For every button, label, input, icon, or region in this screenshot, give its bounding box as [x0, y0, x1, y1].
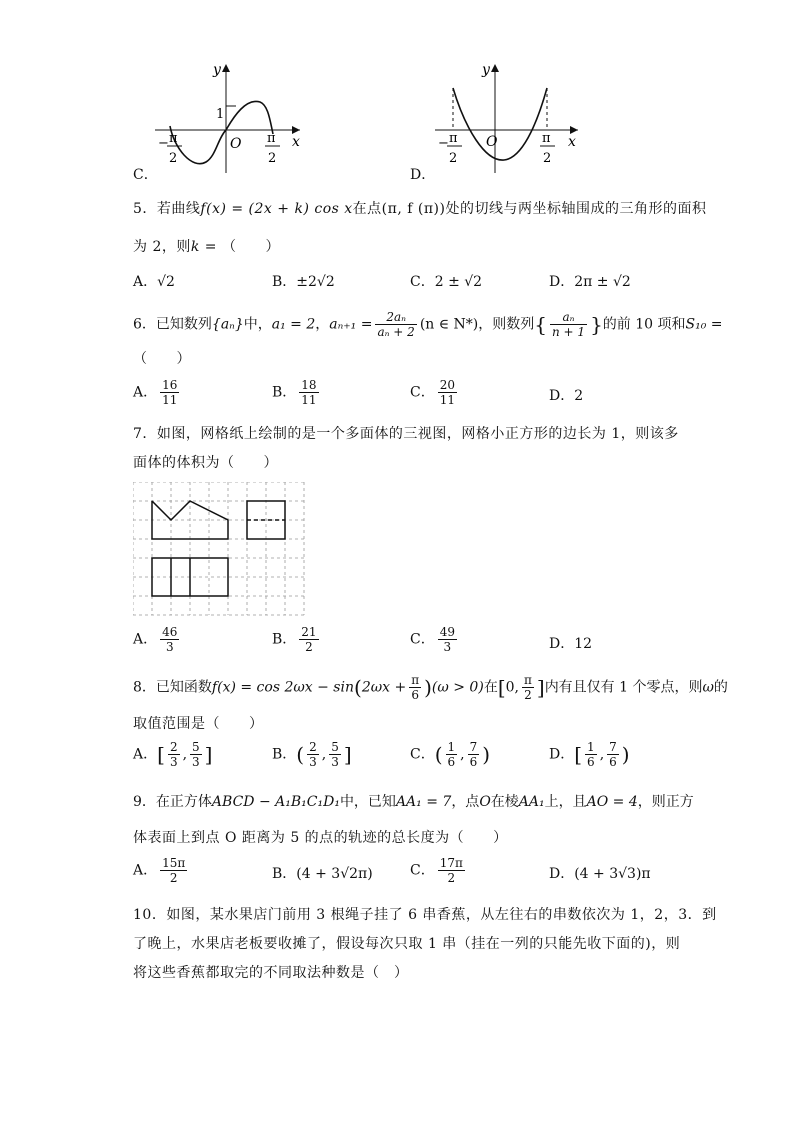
q5-option-c: C．2 ± √2: [410, 274, 483, 290]
three-view-grid: [133, 482, 305, 616]
left-tick-sign: −: [438, 136, 449, 151]
right-tick-den: 2: [268, 151, 277, 166]
q10-line2: 了晚上，水果店老板要收摊了，假设每次只取 1 串（挂在一列的只能先收下面的)，则: [133, 936, 681, 952]
left-tick-den: 2: [449, 151, 458, 166]
left-tick-num: π: [169, 131, 178, 146]
y-axis-label: y: [213, 62, 221, 78]
q6-option-b: B． $\frac{18}{11}$: [272, 378, 317, 407]
q5-option-d: D．2π ± √2: [549, 274, 631, 290]
q9-option-b: B．(4 + 3√2π): [272, 866, 373, 882]
q8-option-d: D．[ $\frac{1}{6}$ , $\frac{7}{6}$ ): [549, 740, 630, 769]
q9-line2: 体表面上到点 O 距离为 5 的点的轨迹的总长度为（ ）: [133, 830, 508, 846]
q7-option-b: B． $\frac{21}{2}$: [272, 625, 317, 654]
q6-line2: （ ）: [133, 351, 191, 367]
q5-line2: 为 2，则k = （ ）: [133, 239, 280, 255]
q8-line1: 8．已知函数f(x) = cos 2ωx − sin(2ωx + $\frac{\pi}{6}$ )(ω > 0)在[0, $\frac{\pi}{2}$ ]内有且仅有 1 个零点，则ω的: [133, 673, 728, 702]
origin-label: O: [486, 134, 498, 150]
right-tick-num: π: [542, 131, 551, 146]
q9-option-a: A． $\frac{15\pi}{2}$: [133, 856, 186, 885]
right-tick-den: 2: [543, 151, 552, 166]
graph-c: [130, 58, 320, 178]
q6-option-c: C． $\frac{20}{11}$: [410, 378, 455, 407]
q6-option-a: A． $\frac{16}{11}$: [133, 378, 178, 407]
left-tick-den: 2: [169, 151, 178, 166]
q9-option-d: D．(4 + 3√3)π: [549, 866, 651, 882]
q7-line2: 面体的体积为（ ）: [133, 455, 278, 471]
left-tick-num: π: [449, 131, 458, 146]
q8-option-a: A．[ $\frac{2}{3}$ , $\frac{5}{3}$ ]: [133, 740, 213, 769]
q7-line1: 7．如图，网格纸上绘制的是一个多面体的三视图，网格小正方形的边长为 1，则该多: [133, 426, 679, 442]
q5-line1: 5．若曲线f(x) = (2x + k) cos x在点(π, f (π))处的切线与两坐标轴围成的三角形的面积: [133, 201, 707, 217]
q6-line1: 6．已知数列{aₙ}中，a₁ = 2，aₙ₊₁ = $\frac{\text{2aₙ}}{\text{aₙ + 2}}$ (n ∈ N*)，则数列{ $\frac{\text{aₙ}}{n + 1}$ }的前 10 项和S₁₀ =: [133, 310, 723, 339]
q7-option-c: C． $\frac{49}{3}$: [410, 625, 455, 654]
q5-option-a: A．√2: [133, 274, 175, 290]
y-axis-label: y: [482, 62, 490, 78]
q8-line2: 取值范围是（ ）: [133, 716, 264, 732]
q9-line1: 9．在正方体ABCD − A₁B₁C₁D₁中，已知AA₁ = 7，点O在棱AA₁上，且AO = 4，则正方: [133, 794, 694, 810]
q8-option-c: C．( $\frac{1}{6}$ , $\frac{7}{6}$ ): [410, 740, 491, 769]
graph-d: [430, 58, 590, 178]
origin-label: O: [230, 136, 242, 152]
option-d-label: D．: [410, 167, 436, 183]
q7-option-a: A． $\frac{46}{3}$: [133, 625, 178, 654]
q5-option-b: B．±2√2: [272, 274, 335, 290]
y-tick-one: 1: [216, 107, 225, 122]
q10-line3: 将这些香蕉都取完的不同取法种数是（ ）: [133, 965, 409, 981]
right-tick-num: π: [267, 131, 276, 146]
x-axis-label: x: [568, 134, 576, 150]
q10-line1: 10．如图，某水果店门前用 3 根绳子挂了 6 串香蕉，从左往右的串数依次为 1，2，3．到: [133, 907, 717, 923]
option-c-label: C．: [133, 167, 158, 183]
q8-option-b: B．( $\frac{2}{3}$ , $\frac{5}{3}$ ]: [272, 740, 352, 769]
x-axis-label: x: [292, 134, 300, 150]
left-tick-sign: −: [158, 136, 169, 151]
q6-option-d: D．2: [549, 388, 584, 404]
q7-option-d: D．12: [549, 636, 593, 652]
q9-option-c: C． $\frac{17\pi}{2}$: [410, 856, 463, 885]
